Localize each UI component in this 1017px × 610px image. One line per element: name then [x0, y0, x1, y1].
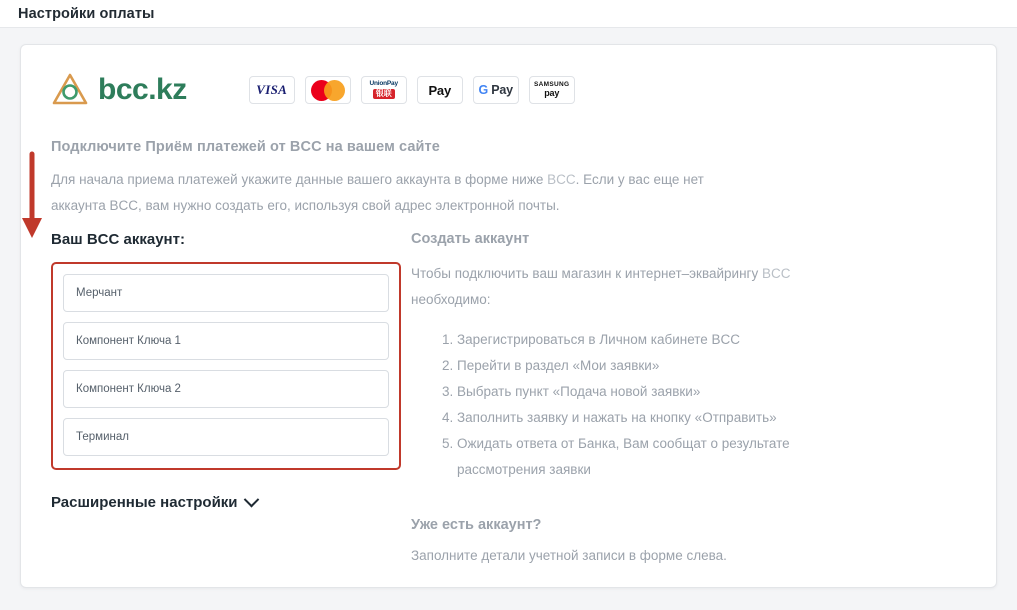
- terminal-field-value: Терминал: [76, 431, 129, 443]
- have-account-title: Уже есть аккаунт?: [411, 517, 542, 533]
- list-item: 1. Зарегистрироваться в Личном кабинете BCC: [457, 327, 831, 353]
- create-account-title: Создать аккаунт: [411, 231, 530, 247]
- key-component-2-field[interactable]: [63, 370, 389, 408]
- bcc-logo-text: bcc.kz: [98, 73, 187, 106]
- mastercard-icon: [311, 80, 345, 101]
- visa-badge: VISA: [249, 76, 295, 104]
- create-account-text-part1: Чтобы подключить ваш магазин к интернет–эквайрингу: [411, 266, 762, 281]
- google-pay-icon: G Pay: [478, 83, 513, 97]
- create-account-text-part2: необходимо:: [411, 292, 491, 307]
- intro-body: [51, 167, 741, 219]
- google-pay-badge: [473, 76, 519, 104]
- intro-title: Подключите Приём платежей от BCC на вашем сайте: [51, 139, 440, 155]
- have-account-text: Заполните детали учетной записи в форме слева.: [411, 548, 727, 563]
- key-component-1-field[interactable]: [63, 322, 389, 360]
- brand-row: [51, 71, 575, 109]
- help-column: [411, 231, 831, 567]
- key-component-1-field-value: Компонент Ключа 1: [76, 335, 181, 347]
- window-header: [0, 0, 1017, 28]
- create-account-steps: [411, 327, 831, 483]
- merchant-field-value: Мерчант: [76, 287, 123, 299]
- unionpay-icon: UnionPay 银联: [369, 80, 398, 98]
- advanced-settings-toggle[interactable]: [51, 494, 257, 511]
- account-form-column: [51, 231, 401, 512]
- account-fields-group: [51, 262, 401, 470]
- account-form-heading: Ваш BCC аккаунт:: [51, 231, 185, 248]
- samsung-pay-icon: SAMSUNG pay: [534, 80, 570, 98]
- chevron-down-icon: [243, 492, 259, 508]
- samsung-pay-badge: [529, 76, 575, 104]
- mastercard-badge: [305, 76, 351, 104]
- unionpay-badge: [361, 76, 407, 104]
- list-item: 5. Ожидать ответа от Банка, Вам сообщат о результате рассмотрения заявки: [457, 431, 831, 483]
- list-item: 3. Выбрать пункт «Подача новой заявки»: [457, 379, 831, 405]
- terminal-field[interactable]: [63, 418, 389, 456]
- create-account-text: [411, 261, 831, 313]
- create-account-text-highlight: BCC: [761, 266, 791, 281]
- intro-body-part1: Для начала приема платежей укажите данные вашего аккаунта в форме ниже: [51, 172, 548, 187]
- list-item: 2. Перейти в раздел «Мои заявки»: [457, 353, 831, 379]
- intro-body-part2: . Если у вас еще нет аккаунта BCC, вам нужно создать его, используя свой адрес электронной почты.: [51, 172, 704, 213]
- list-item: 4. Заполнить заявку и нажать на кнопку «Отправить»: [457, 405, 831, 431]
- payment-settings-card: [20, 44, 997, 588]
- apple-pay-icon: Pay: [428, 82, 451, 98]
- payment-methods-row: [249, 76, 575, 104]
- key-component-2-field-value: Компонент Ключа 2: [76, 383, 181, 395]
- page-title: Настройки оплаты: [18, 5, 155, 22]
- bcc-logo: [51, 71, 187, 109]
- intro-body-highlight: BCC: [547, 172, 576, 187]
- bcc-triangle-logo-icon: [51, 71, 89, 109]
- merchant-field[interactable]: [63, 274, 389, 312]
- advanced-settings-label: Расширенные настройки: [51, 494, 238, 511]
- apple-pay-badge: [417, 76, 463, 104]
